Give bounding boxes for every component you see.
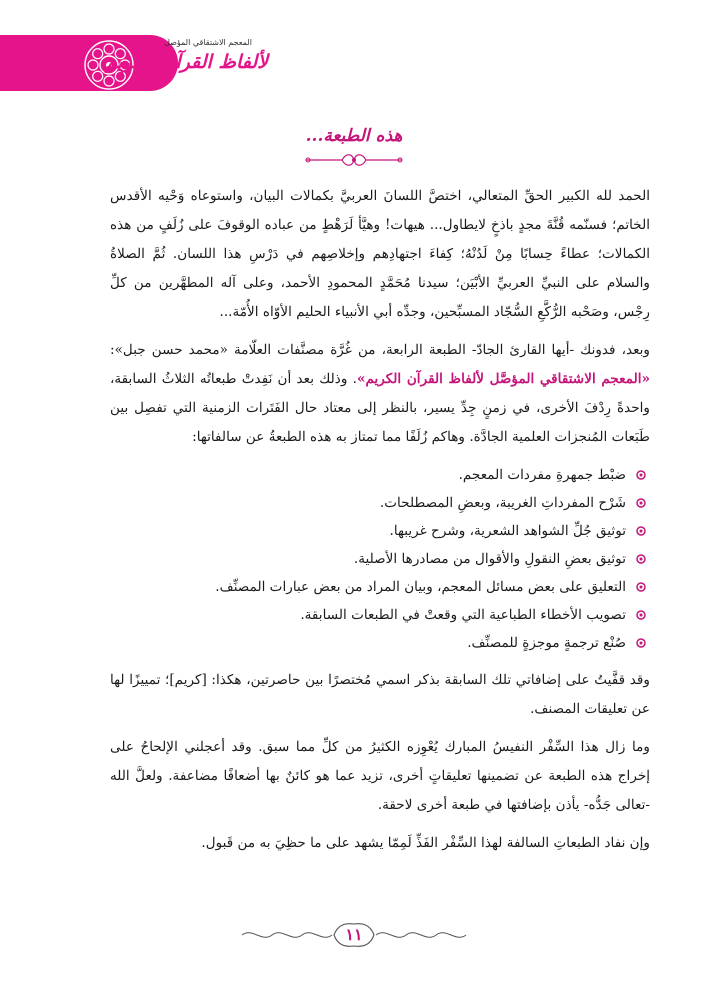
series-title: المعجم الاشتقاقي المؤصل <box>164 38 252 47</box>
list-item-text: توثيق بعضِ النقولِ والأقوال من مصادرها الأصلية. <box>353 551 626 567</box>
list-item <box>110 629 650 657</box>
section-title: هذه الطبعة... <box>305 126 403 146</box>
flower-bullet-icon <box>636 638 646 648</box>
list-item <box>110 489 650 517</box>
list-item-text: صُنْع ترجمةٍ موجزةٍ للمصنِّف. <box>467 635 626 651</box>
list-item-text: ضبْط جمهرةِ مفردات المعجم. <box>458 467 626 483</box>
edition-intro-text: وبعد، فدونك -أيها القارئ الجادّ- الطبعة الرابعة، من غُرَّة مصنَّفات العلّامة «محمد حسن جبل»: <box>110 342 650 358</box>
list-item-text: تصويب الأخطاء الطباعية التي وقعتْ في الطبعات السابقة. <box>300 607 626 623</box>
list-item-text: توثيق جُلِّ الشواهد الشعرية، وشرح غريبها. <box>389 523 626 539</box>
additions-paragraph: وقد قفَّيتُ على إضافاتي تلك السابقة بذكر اسمي مُختصرًا بين حاصرتين، هكذا: [كريم]؛ تمييزًا لها عن تعليقات المصنف. <box>110 672 650 717</box>
brand-logo <box>104 36 268 92</box>
book-title-highlight: «المعجم الاشتقاقي المؤصَّل لألفاظ القرآن الكريم» <box>356 371 650 387</box>
main-content <box>110 182 650 867</box>
flower-bullet-icon <box>636 554 646 564</box>
list-item <box>110 517 650 545</box>
edition-paragraph <box>110 336 650 452</box>
list-item-text: شَرْح المفرداتِ الغريبة، وبعضِ المصطلحات. <box>379 495 626 511</box>
flower-bullet-icon <box>636 470 646 480</box>
intro-paragraph: الحمد لله الكبير الحقِّ المتعالي، اختصَّ اللسانَ العربيَّ بكمالات البيان، واستوعاه وَحْيه الأقدس الخاتم؛ فسنّمه قُنَّةَ مجدٍ باذخٍ لايطاول... هيهات! وهيَّأ لَرَهْطٍ من عباده الوقوفَ على زُلَفٍ من هذه الكمالات؛ عطاءً حِسابًا مِنْ لَدُنْهُ؛ كِفاءَ اجتهادِهم وإخلاصِهم في دَرْسِ هذا اللسان. ثُمَّ الصلاةُ والسلام على النبيِّ العربيِّ الأبْيَن؛ سيدنا مُحَمَّدٍ المحمودِ الأحمد، وعلى آله المطهَّرين من كلِّ رِجْس، وصَحْبه الرُّكَّعِ السُّجّاد المسبِّحين، وجدِّه أبي الأنبياء الحليم الأوّاه الأُمّة... <box>110 188 650 320</box>
flower-bullet-icon <box>636 498 646 508</box>
page-number: ١١ <box>345 925 363 944</box>
future-paragraph: وما زال هذا السِّفْر النفيسُ المبارك يُعْوِزه الكثيرُ من كلِّ مما سبق. وقد أعجلني الإلحاحُ على إخراج هذه الطبعة عن تضمينها تعليقاتٍ أخرى، تزيد عما هو كائنٌ بها أضعافًا مضاعفة. ولعلَّ الله -تعالى جَدُّه- يأذن بإضافتها في طبعة أخرى لاحقة. <box>110 739 650 813</box>
features-list <box>110 461 650 657</box>
list-item <box>110 461 650 489</box>
decorative-divider-icon <box>304 150 404 170</box>
edition-details-text: . وذلك بعد أن نَفِدتْ طبعاتُه الثلاثُ السابقة، واحدةً رِدْفَ الأخرى، في زمنٍ جِدِّ يسير، بالنظر إلى معتاد حال الفَتَرات الزمنية التي تفصِل بين طَبَعات المُنجزات العلمية الجادَّة. وهاكم زُلَفًا مما تمتاز به هذه الطبعةُ عن سالفاتها: <box>110 371 650 445</box>
flower-bullet-icon <box>636 526 646 536</box>
flower-bullet-icon <box>636 582 646 592</box>
list-item <box>110 573 650 601</box>
brand-title: لألفاظ القرآن الكريم <box>104 51 268 73</box>
list-item <box>110 545 650 573</box>
list-item <box>110 601 650 629</box>
list-item-text: التعليق على بعض مسائل المعجم، وبيان المراد من بعض عبارات المصنِّف. <box>215 579 626 595</box>
flower-bullet-icon <box>636 610 646 620</box>
closing-paragraph: وإن نفاد الطبعاتِ السالفة لهذا السِّفْر الفَذِّ لَمِمّا يشهد على ما حظِيَ به من قَبول. <box>201 835 650 851</box>
